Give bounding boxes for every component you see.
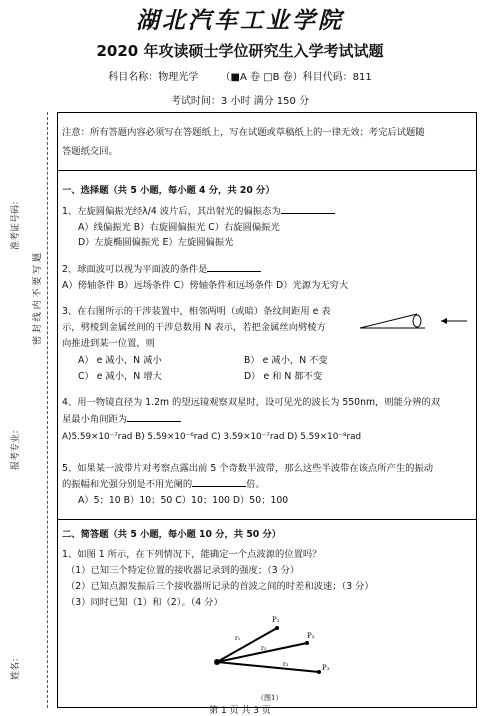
q4-options: A)5.59×10⁻⁷rad B) 5.59×10⁻⁶rad C) 3.59×10⁻⁷rad D) 5.59×10⁻⁸rad xyxy=(62,432,362,442)
seal-note: 密 封 线 内 不 要 写 题 xyxy=(33,252,43,345)
q3-option-c: C） e 减小，N 增大 xyxy=(78,371,162,382)
label-r2: r₂ xyxy=(261,645,267,652)
q5-line-2: 的振幅和光强分别是不用光阑的 倍。 xyxy=(62,479,265,490)
s2-q1-part1: （1）已知三个特定位置的接收器记录到的强度；（3 分） xyxy=(66,565,300,576)
q1-options-1: A）线偏振光 B）右旋圆偏振光 C）右旋圆偏振光 xyxy=(78,222,280,233)
subject-line xyxy=(0,68,480,83)
notice-line-2: 答题纸交回。 xyxy=(62,146,118,157)
name-label: 姓名： xyxy=(11,652,21,680)
metal-wire xyxy=(413,315,421,327)
q3-option-b: B） e 减小，N 不变 xyxy=(244,355,328,366)
q1-options-2: D）左旋椭圆偏振光 E）左旋圆偏振光 xyxy=(78,237,234,248)
paper-b-checkbox: □B 卷）科目代码：811 xyxy=(263,72,372,83)
paper-open: （ xyxy=(220,72,231,83)
q4-line-1: 4、用一物镜直径为 1.2m 的望远镜观察双星时，设可见光的波长为 550nm，则能分辨的双 xyxy=(62,397,441,408)
subject-name: 科目名称：物理光学 xyxy=(108,72,199,83)
section1-heading: 一、选择题（共 5 小题，每小题 4 分，共 20 分） xyxy=(62,185,275,196)
label-p2: P₂ xyxy=(307,632,315,640)
q2-stem: 2、球面波可以视为平面波的条件是 xyxy=(62,262,261,276)
wedge-figure xyxy=(355,302,471,336)
q1-stem: 1、左旋圆偏振光经λ/4 波片后，其出射光的偏振态为 xyxy=(62,204,335,218)
time-line: 考试时间：3 小时 满分 150 分 xyxy=(170,96,310,107)
q3-option-a: A） e 减小，N 减小 xyxy=(78,355,162,366)
label-r3: r₃ xyxy=(283,661,289,668)
q3-option-d: D） e 和 N 都不变 xyxy=(244,371,323,382)
q3-line-2: 示，劈棱到金属丝间的干涉总数用 N 表示，若把金属丝向劈棱方 xyxy=(62,322,326,333)
section-divider xyxy=(57,519,477,520)
figure-caption: （图1） xyxy=(257,694,283,702)
q5-line-1: 5、如果某一波带片对考察点露出前 5 个奇数半波带，那么这些半波带在该点所产生的振动 xyxy=(62,463,434,474)
q5-options: A）5；10 B）10；50 C）10；100 D）50；100 xyxy=(78,495,289,506)
section2-heading: 二、简答题（共 5 小题，每小题 10 分，共 50 分） xyxy=(62,529,282,540)
arrowhead xyxy=(441,318,447,324)
school-label: 报考专业： xyxy=(11,424,21,470)
wedge-top-plate xyxy=(360,314,417,328)
notice-divider xyxy=(57,170,477,171)
ray-r3 xyxy=(217,662,319,672)
s2-q1-stem: 1、如图 1 所示，在下列情况下，能确定一个点波源的位置吗？ xyxy=(62,549,322,560)
s2-q1-part2: （2）已知点源发振后三个接收器所记录的首波之间的时差和波速；（3 分） xyxy=(66,581,374,592)
notice-line-1: 注意：所有答题内容必须写在答题纸上，写在试题或草稿纸上的一律无效；考完后试题随 xyxy=(62,127,425,138)
figure-1 xyxy=(195,610,345,702)
label-r1: r₁ xyxy=(235,635,241,642)
label-p1: P₁ xyxy=(272,616,280,624)
exam-title: 2020 年攻读硕士学位研究生入学考试试题 xyxy=(96,42,384,60)
ray-r1 xyxy=(217,628,277,662)
receiver-p2 xyxy=(305,641,309,645)
exam-id-label: 准考证号码： xyxy=(11,195,21,250)
receiver-p3 xyxy=(317,670,321,674)
q3-line-3: 向推进到某一位置，则 xyxy=(62,338,155,349)
university-logo-text: 湖北汽车工业学院 xyxy=(136,7,344,34)
seal-line xyxy=(47,112,48,708)
q4-line-2: 星最小角间距为 xyxy=(62,412,181,426)
s2-q1-part3: （3）同时已知（1）和（2）。（4 分） xyxy=(66,597,223,608)
receiver-p1 xyxy=(275,626,279,630)
q3-line-1: 3、在右图所示的干涉装置中，相邻两明（或暗）条纹间距用 e 表 xyxy=(62,306,331,317)
q2-options: A）傍轴条件 B）远场条件 C）傍轴条件和远场条件 D）光源为无穷大 xyxy=(62,280,349,291)
label-p3: P₃ xyxy=(322,664,330,672)
paper-a-checkbox: ■A 卷 xyxy=(230,72,260,83)
page-footer: 第 1 页 共 3 页 xyxy=(209,706,271,716)
